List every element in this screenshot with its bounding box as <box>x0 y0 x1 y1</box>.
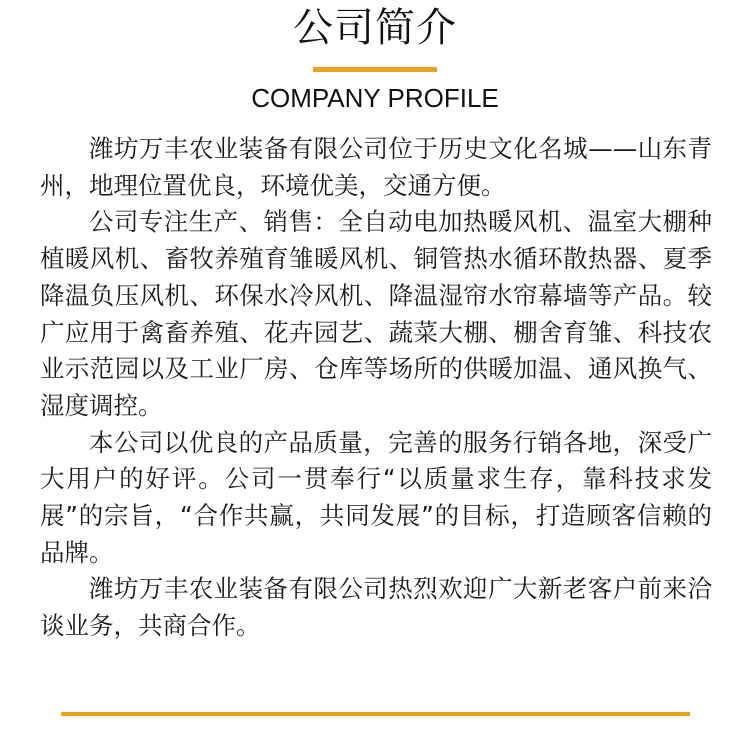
page-title: 公司简介 <box>293 5 457 51</box>
paragraph-welcome: 潍坊万丰农业装备有限公司热烈欢迎广大新老客户前来洽谈业务，共商合作。 <box>40 574 712 641</box>
title-underline <box>313 67 437 72</box>
profile-body <box>40 131 712 645</box>
page-subtitle: COMPANY PROFILE <box>251 83 499 113</box>
paragraph-intro: 潍坊万丰农业装备有限公司位于历史文化名城——山东青州，地理位置优良，环境优美，交通方便。 <box>40 134 712 200</box>
bottom-divider <box>61 712 690 716</box>
paragraph-products: 公司专注生产、销售：全自动电加热暖风机、温室大棚种植暖风机、畜牧养殖育雏暖风机、铜管热水循环散热器、夏季降温负压风机、环保水冷风机、降温湿帘水帘幕墙等产品。较广应用于禽畜养殖、花卉园艺、蔬菜大棚、棚舍育雏、科技农业示范园以及工业厂房、仓库等场所的供暖加温、通风换气、湿度调控。 <box>40 207 712 420</box>
paragraph-reputation: 本公司以优良的产品质量，完善的服务行销各地，深受广大用户的好评。公司一贯奉行“以质量求生存，靠科技求发展”的宗旨，“合作共赢，共同发展”的目标，打造顾客信赖的品牌。 <box>40 427 712 567</box>
